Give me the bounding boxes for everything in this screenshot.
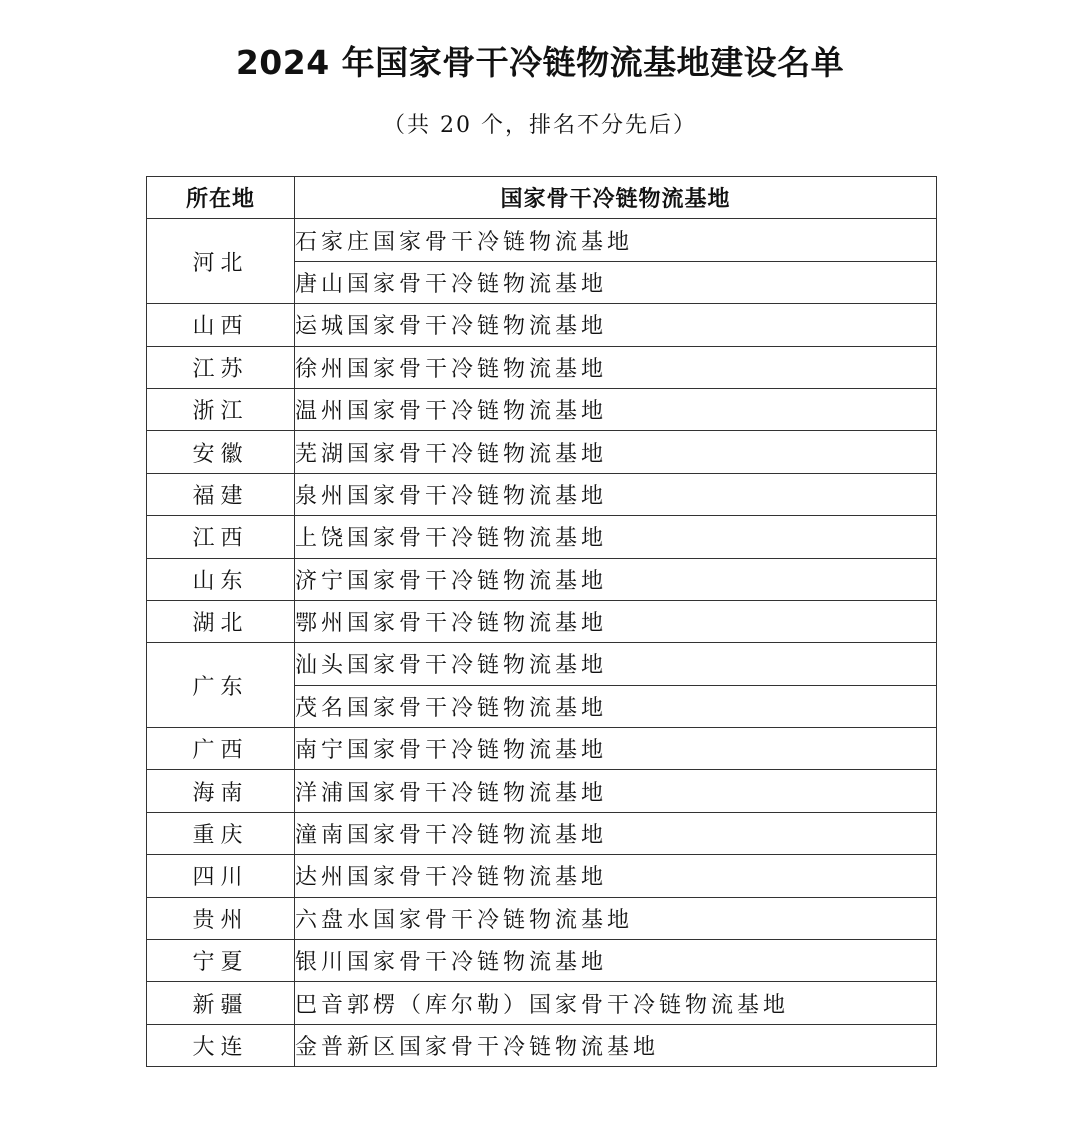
province-cell: 安徽 xyxy=(147,431,295,473)
base-cell: 六盘水国家骨干冷链物流基地 xyxy=(295,897,937,939)
table-row xyxy=(147,600,937,642)
table-row xyxy=(147,473,937,515)
base-cell: 汕头国家骨干冷链物流基地 xyxy=(295,643,937,685)
base-cell: 潼南国家骨干冷链物流基地 xyxy=(295,812,937,854)
base-cell: 南宁国家骨干冷链物流基地 xyxy=(295,728,937,770)
province-cell: 山西 xyxy=(147,304,295,346)
table-row xyxy=(147,982,937,1024)
table-row xyxy=(147,728,937,770)
base-cell: 石家庄国家骨干冷链物流基地 xyxy=(295,219,937,261)
table-row xyxy=(147,812,937,854)
table-row xyxy=(147,1024,937,1066)
province-cell: 浙江 xyxy=(147,388,295,430)
province-cell: 广西 xyxy=(147,728,295,770)
province-cell: 江西 xyxy=(147,516,295,558)
province-cell: 重庆 xyxy=(147,812,295,854)
province-cell: 福建 xyxy=(147,473,295,515)
table-row xyxy=(147,304,937,346)
province-cell: 四川 xyxy=(147,855,295,897)
province-cell: 海南 xyxy=(147,770,295,812)
table-row xyxy=(147,219,937,261)
province-cell: 大连 xyxy=(147,1024,295,1066)
page-title: 2024 年国家骨干冷链物流基地建设名单 xyxy=(235,43,845,82)
base-cell: 芜湖国家骨干冷链物流基地 xyxy=(295,431,937,473)
base-cell: 运城国家骨干冷链物流基地 xyxy=(295,304,937,346)
base-cell: 金普新区国家骨干冷链物流基地 xyxy=(295,1024,937,1066)
base-cell: 鄂州国家骨干冷链物流基地 xyxy=(295,600,937,642)
base-cell: 洋浦国家骨干冷链物流基地 xyxy=(295,770,937,812)
province-cell: 新疆 xyxy=(147,982,295,1024)
table-row xyxy=(147,516,937,558)
province-cell: 江苏 xyxy=(147,346,295,388)
province-cell: 湖北 xyxy=(147,600,295,642)
base-cell: 唐山国家骨干冷链物流基地 xyxy=(295,261,937,303)
province-cell: 宁夏 xyxy=(147,940,295,982)
base-cell: 巴音郭楞（库尔勒）国家骨干冷链物流基地 xyxy=(295,982,937,1024)
header-base: 国家骨干冷链物流基地 xyxy=(295,177,937,219)
province-cell: 广东 xyxy=(147,643,295,728)
base-cell: 茂名国家骨干冷链物流基地 xyxy=(295,685,937,727)
table-row xyxy=(147,346,937,388)
base-cell: 济宁国家骨干冷链物流基地 xyxy=(295,558,937,600)
page-subtitle: （共 20 个，排名不分先后） xyxy=(383,113,697,138)
base-cell: 达州国家骨干冷链物流基地 xyxy=(295,855,937,897)
province-cell: 河北 xyxy=(147,219,295,304)
province-cell: 贵州 xyxy=(147,897,295,939)
table-row xyxy=(147,643,937,685)
table-row xyxy=(147,855,937,897)
table-row xyxy=(147,940,937,982)
header-location: 所在地 xyxy=(147,177,295,219)
base-list-table xyxy=(146,176,937,1067)
base-cell: 徐州国家骨干冷链物流基地 xyxy=(295,346,937,388)
base-cell: 温州国家骨干冷链物流基地 xyxy=(295,388,937,430)
table-row xyxy=(147,388,937,430)
province-cell: 山东 xyxy=(147,558,295,600)
table-body xyxy=(147,219,937,1067)
table-row xyxy=(147,558,937,600)
table-header-row xyxy=(147,177,937,219)
table-row xyxy=(147,897,937,939)
table-row xyxy=(147,431,937,473)
base-cell: 泉州国家骨干冷链物流基地 xyxy=(295,473,937,515)
base-cell: 银川国家骨干冷链物流基地 xyxy=(295,940,937,982)
table-row xyxy=(147,770,937,812)
base-cell: 上饶国家骨干冷链物流基地 xyxy=(295,516,937,558)
